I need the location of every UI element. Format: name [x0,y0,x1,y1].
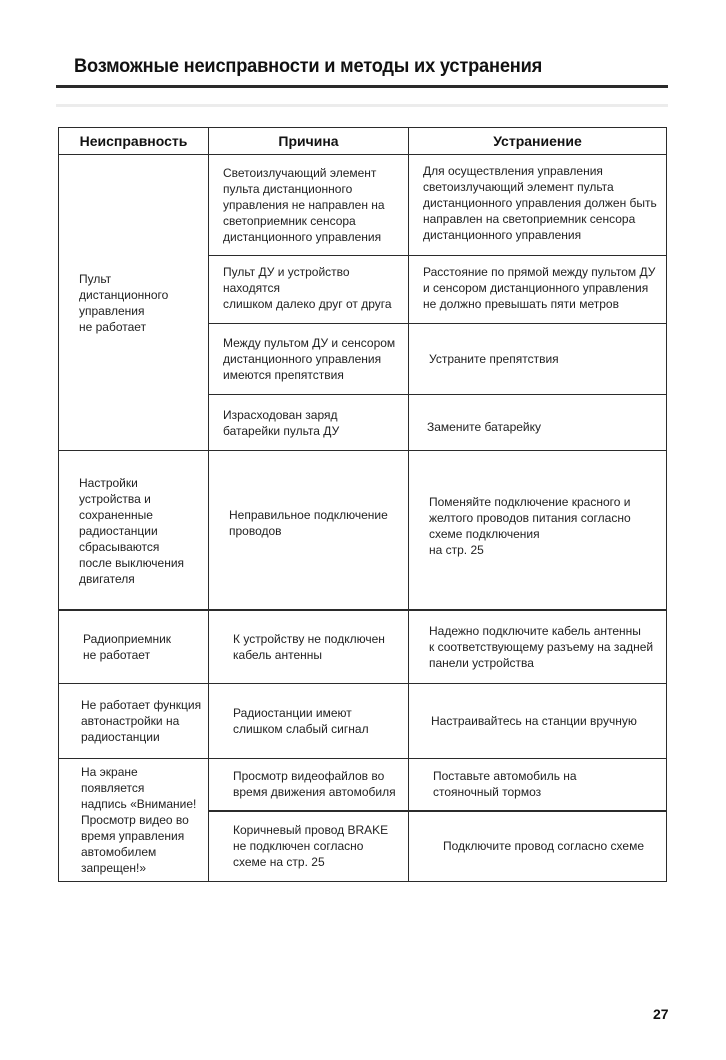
title-underline-light [56,104,668,107]
page-number: 27 [653,1006,669,1022]
solution-cell: Расстояние по прямой между пультом ДУ и сенсором дистанционного управления не должно превышать пяти метров [409,256,667,324]
table-row [59,451,667,610]
table-row [59,155,667,256]
solution-cell: Устраните препятствия [409,324,667,395]
solution-cell: Для осуществления управления светоизлучающий элемент пульта дистанционного управления должен быть направлен на светоприемник сенсора дистанционного управления [409,155,667,256]
solution-cell: Настраивайтесь на станции вручную [409,684,667,759]
solution-cell: Надежно подключите кабель антенны к соответствующему разъему на задней панели устройства [409,610,667,684]
cause-cell: К устройству не подключен кабель антенны [209,610,409,684]
header-issue: Неисправность [59,128,209,155]
title-divider [56,85,668,88]
table-row [59,684,667,759]
cause-cell: Светоизлучающий элемент пульта дистанционного управления не направлен на светоприемник сенсора дистанционного управления [209,155,409,256]
issue-cell: Радиоприемник не работает [59,610,209,684]
cause-cell: Радиостанции имеют слишком слабый сигнал [209,684,409,759]
solution-cell: Поставьте автомобиль на стояночный тормоз [409,759,667,811]
issue-cell: На экране появляется надпись «Внимание! Просмотр видео во время управления автомобилем запрещен!» [59,759,209,882]
header-cause: Причина [209,128,409,155]
issue-cell: Настройки устройства и сохраненные радиостанции сбрасываются после выключения двигателя [59,451,209,610]
solution-cell: Подключите провод согласно схеме [409,811,667,882]
issue-cell: Не работает функция автонастройки на радиостанции [59,684,209,759]
solution-cell: Поменяйте подключение красного и желтого проводов питания согласно схеме подключения на стр. 25 [409,451,667,610]
cause-cell: Пульт ДУ и устройство находятся слишком далеко друг от друга [209,256,409,324]
page-title: Возможные неисправности и методы их устранения [74,56,543,77]
header-solution: Устраниение [409,128,667,155]
table-header-row [59,128,667,155]
table-row [59,759,667,811]
cause-cell: Израсходован заряд батарейки пульта ДУ [209,395,409,451]
cause-cell: Между пультом ДУ и сенсором дистанционного управления имеются препятствия [209,324,409,395]
table-row [59,610,667,684]
cause-cell: Неправильное подключение проводов [209,451,409,610]
troubleshooting-table [58,127,667,882]
issue-cell: Пульт дистанционного управления не работает [59,155,209,451]
cause-cell: Просмотр видеофайлов во время движения автомобиля [209,759,409,811]
solution-cell: Замените батарейку [409,395,667,451]
cause-cell: Коричневый провод BRAKE не подключен согласно схеме на стр. 25 [209,811,409,882]
